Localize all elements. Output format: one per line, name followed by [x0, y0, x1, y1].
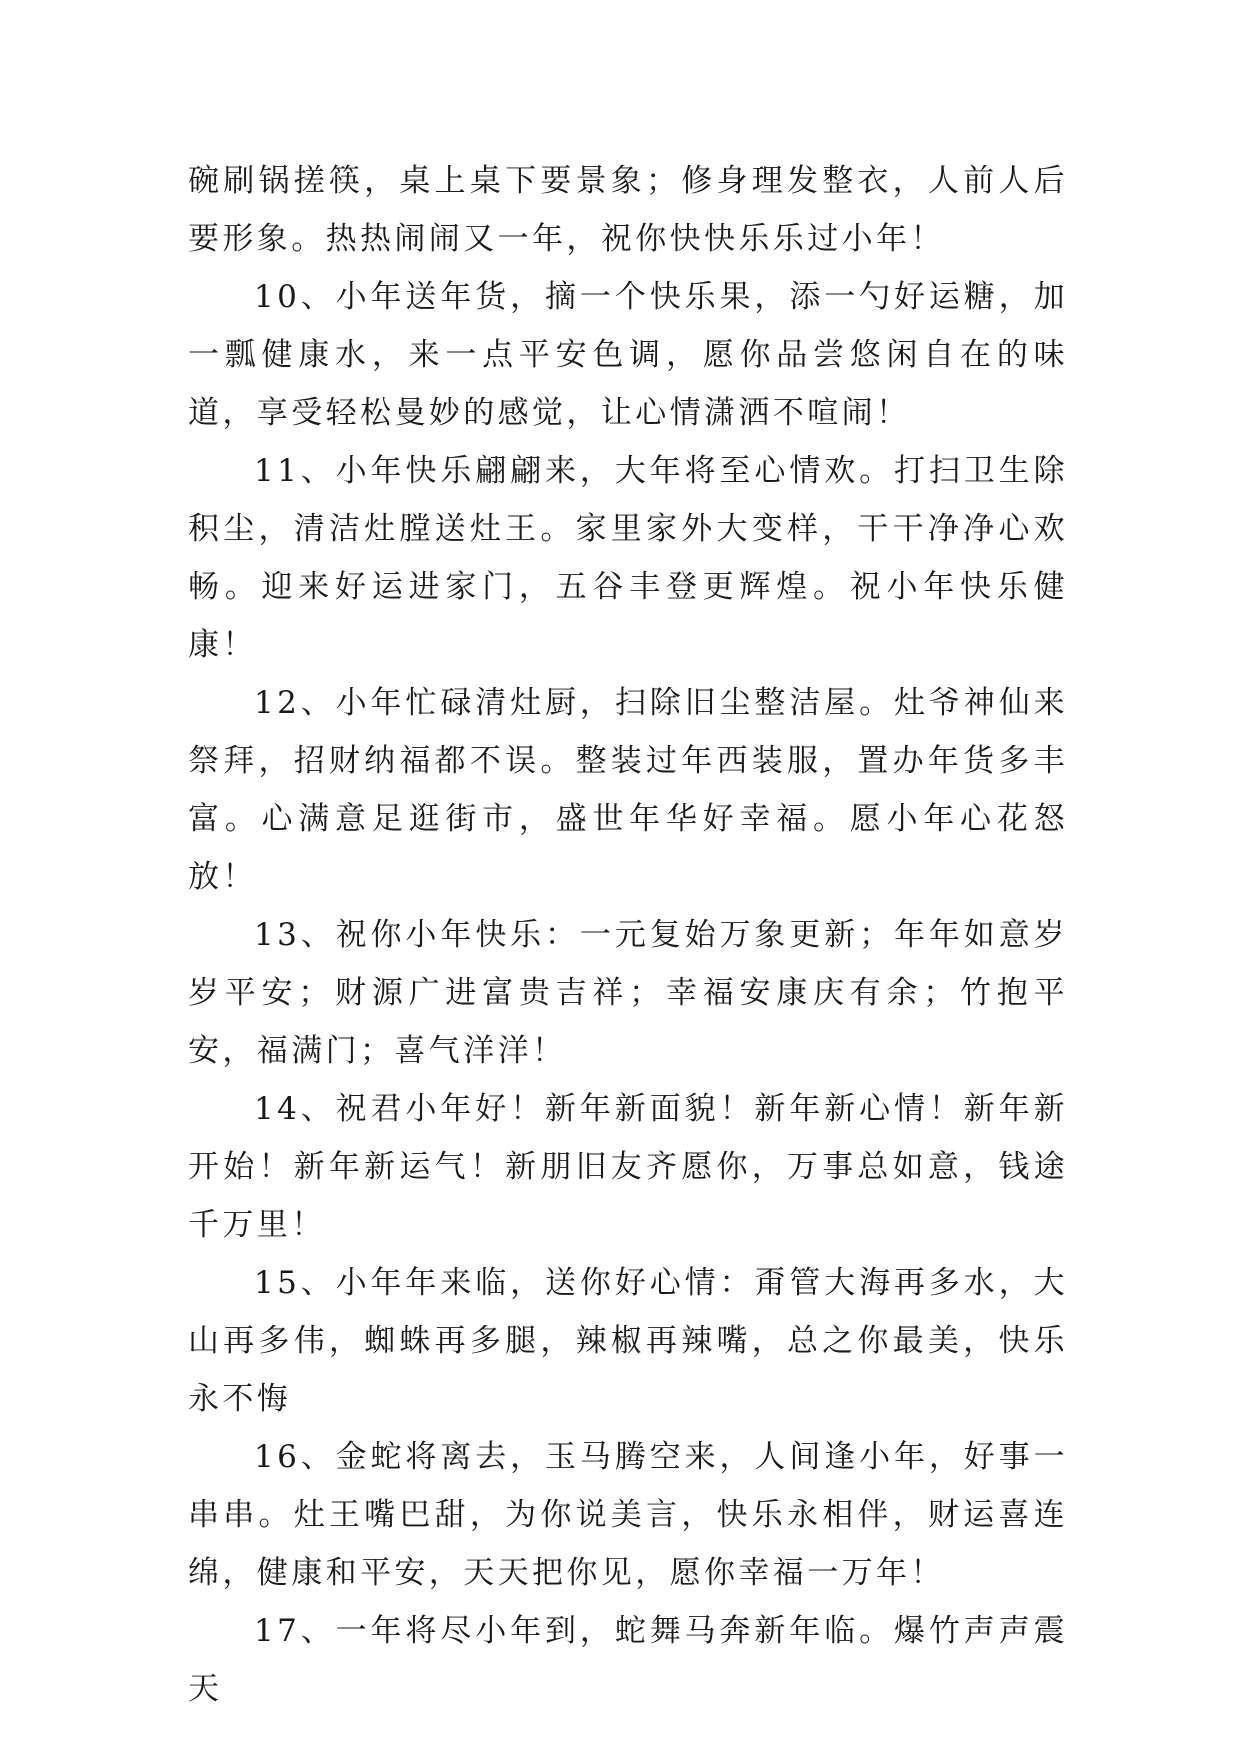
paragraph-wish-15: 15、小年年来临，送你好心情：甭管大海再多水，大山再多伟，蜘蛛再多腿，辣椒再辣嘴，总之你最美，快乐永不悔	[188, 1265, 1068, 1417]
paragraph-continuation: 碗刷锅搓筷，桌上桌下要景象；修身理发整衣，人前人后要形象。热热闹闹又一年，祝你快快乐乐过小年！	[188, 163, 1068, 257]
paragraph-wish-12: 12、小年忙碌清灶厨，扫除旧尘整洁屋。灶爷神仙来祭拜，招财纳福都不误。整装过年西装服，置办年货多丰富。心满意足逛街市，盛世年华好幸福。愿小年心花怒放！	[188, 685, 1068, 895]
document-body	[188, 152, 1068, 1718]
paragraph-wish-10: 10、小年送年货，摘一个快乐果，添一勺好运糖，加一瓢健康水，来一点平安色调，愿你品尝悠闲自在的味道，享受轻松曼妙的感觉，让心情潇洒不喧闹！	[188, 279, 1068, 431]
paragraph-wish-11: 11、小年快乐翩翩来，大年将至心情欢。打扫卫生除积尘，清洁灶膛送灶王。家里家外大变样，干干净净心欢畅。迎来好运进家门，五谷丰登更辉煌。祝小年快乐健康！	[188, 453, 1068, 663]
paragraph-wish-14: 14、祝君小年好！新年新面貌！新年新心情！新年新开始！新年新运气！新朋旧友齐愿你，万事总如意，钱途千万里！	[188, 1091, 1068, 1243]
paragraph-wish-13: 13、祝你小年快乐：一元复始万象更新；年年如意岁岁平安；财源广进富贵吉祥；幸福安康庆有余；竹抱平安，福满门；喜气洋洋！	[188, 917, 1068, 1069]
paragraph-wish-17: 17、一年将尽小年到，蛇舞马奔新年临。爆竹声声震天	[188, 1613, 1068, 1707]
paragraph-wish-16: 16、金蛇将离去，玉马腾空来，人间逢小年，好事一串串。灶王嘴巴甜，为你说美言，快乐永相伴，财运喜连绵，健康和平安，天天把你见，愿你幸福一万年！	[188, 1439, 1068, 1591]
